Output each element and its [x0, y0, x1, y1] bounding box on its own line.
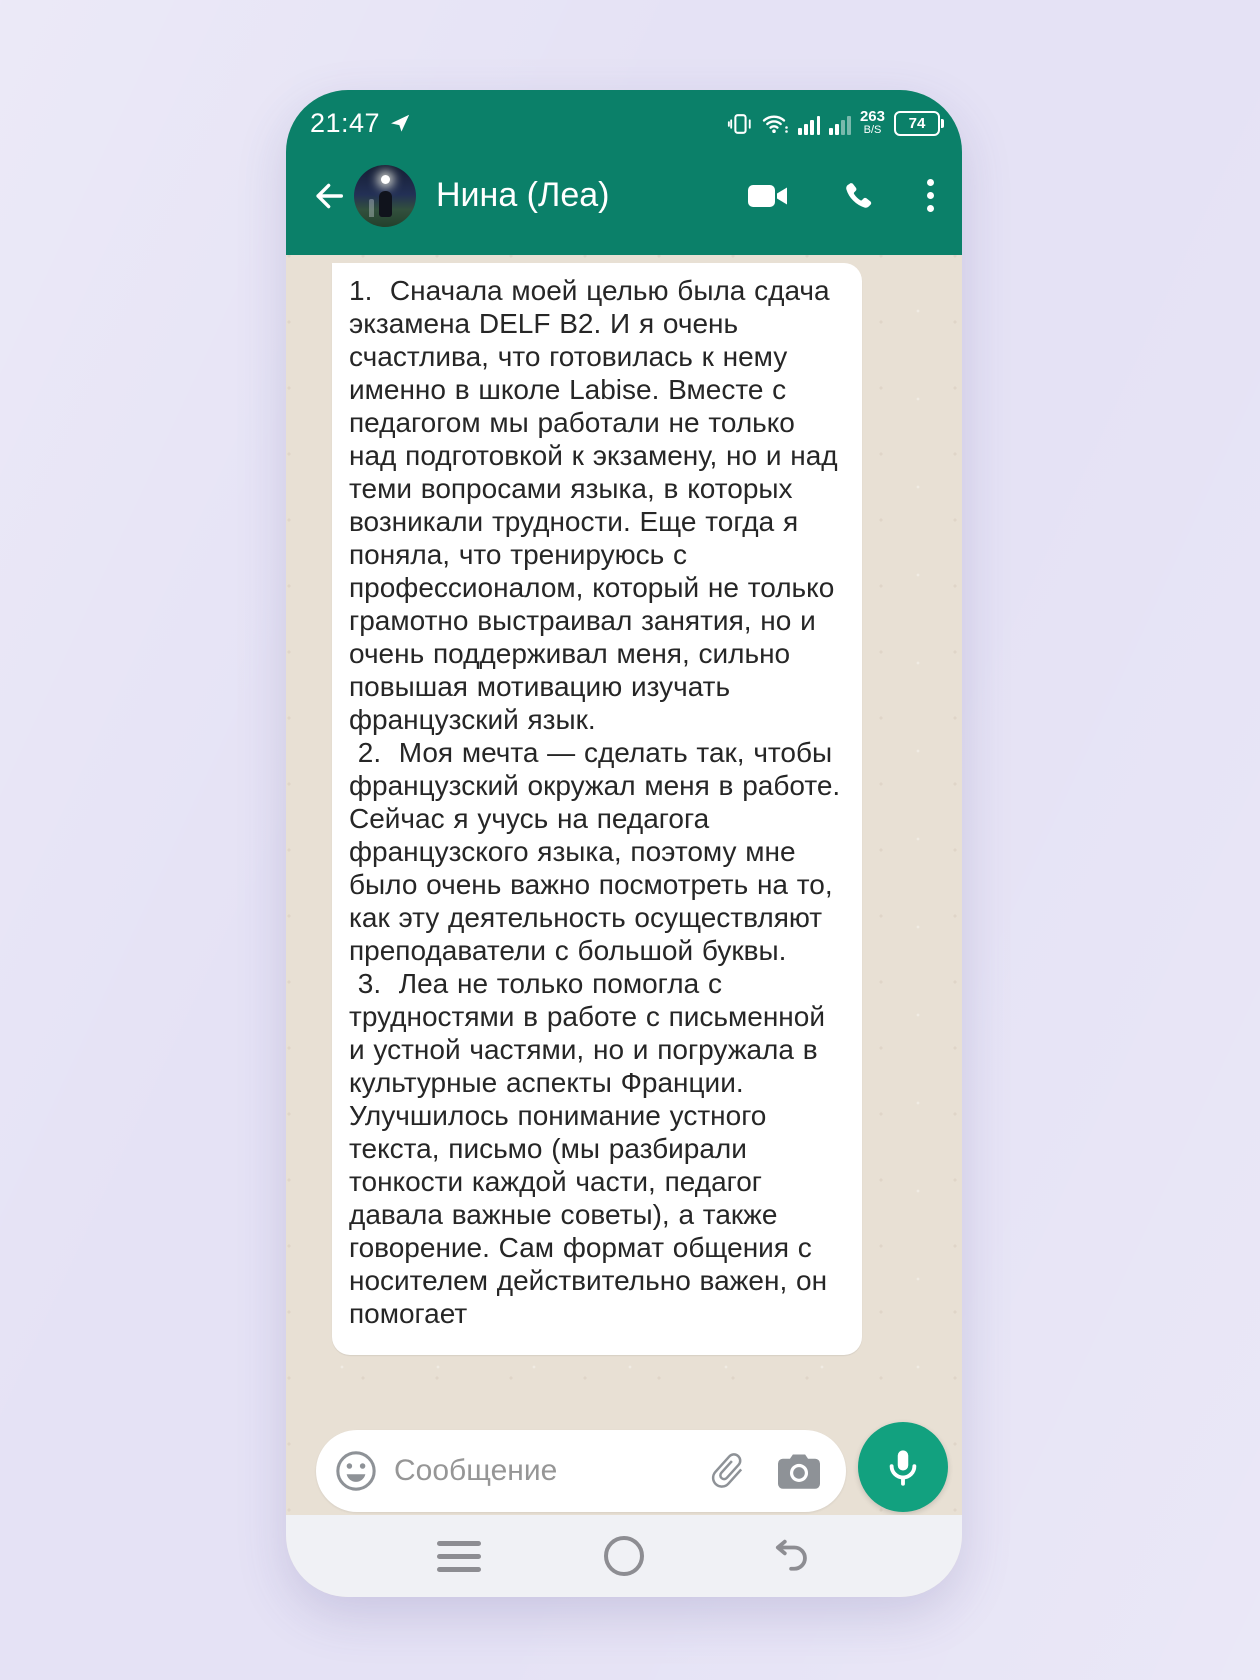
- video-call-button[interactable]: [747, 181, 789, 211]
- voice-call-button[interactable]: [841, 180, 873, 212]
- composer: [316, 1422, 948, 1512]
- status-bar: [286, 90, 962, 142]
- nav-back-button[interactable]: [754, 1526, 824, 1586]
- bubble-tail: [332, 263, 333, 283]
- nav-back-icon: [766, 1539, 812, 1573]
- back-arrow-icon: [307, 177, 345, 215]
- mic-icon: [882, 1446, 924, 1488]
- message-placeholder: Сообщение: [394, 1454, 558, 1487]
- paperclip-icon[interactable]: [700, 1443, 756, 1499]
- phone-mockup: [286, 90, 962, 1597]
- network-speed: 263 B/S: [859, 108, 885, 136]
- camera-icon[interactable]: [778, 1453, 820, 1489]
- contact-name[interactable]: Нина (Леа): [436, 176, 610, 214]
- more-options-button[interactable]: [925, 177, 936, 214]
- voice-record-button[interactable]: [858, 1422, 948, 1512]
- message-text: 1. Сначала моей целью была сдача экзамена DELF B2. И я очень счастлива, что готовилась к нему именно в школе Labise. Вместе с педагогом мы работали не только над подготовкой к экзамену, но и над теми вопросами языка, в которых возникали трудности. Еще тогда я поняла, что тренируюсь с профессионалом, который не только грамотно выстраивал занятия, но и очень поддерживал меня, сильно повышая мотивацию изучать французский язык. 2. Моя мечта — сделать так, чтобы французский окружал меня в работе. Сейчас я учусь на педагога французского языка, поэтому мне было очень важно посмотреть на то, как эту деятельность осуществляют преподаватели с большой буквы. 3. Леа не только помогла с трудностями в работе с письменной и устной частями, но и погружала в культурные аспекты Франции. Улучшилось понимание устного текста, письмо (мы разбирали тонкости каждой части, педагог давала важные советы), а также говорение. Сам формат общения с носителем действительно важен, он помогает: [349, 275, 849, 1329]
- nav-menu-button[interactable]: [424, 1526, 494, 1586]
- back-button[interactable]: [304, 174, 348, 218]
- message-input[interactable]: [316, 1430, 846, 1512]
- nav-menu-icon: [437, 1541, 481, 1572]
- signal-icon-sim1: [798, 115, 820, 135]
- send-arrow-icon: [389, 112, 411, 134]
- vibrate-icon: [727, 113, 753, 135]
- nav-home-button[interactable]: [589, 1526, 659, 1586]
- chat-area: [286, 255, 962, 1515]
- incoming-message-bubble[interactable]: [332, 263, 862, 1355]
- wifi-icon: [762, 113, 789, 135]
- nav-home-icon: [604, 1536, 644, 1576]
- battery-icon: 74: [894, 111, 940, 136]
- chat-title-bar: [286, 142, 962, 255]
- avatar[interactable]: [354, 165, 416, 227]
- whatsapp-header: [286, 90, 962, 255]
- signal-icon-sim2: [829, 115, 851, 135]
- emoji-icon[interactable]: [334, 1449, 378, 1493]
- android-nav-bar: [286, 1515, 962, 1597]
- clock: 21:47: [310, 107, 381, 138]
